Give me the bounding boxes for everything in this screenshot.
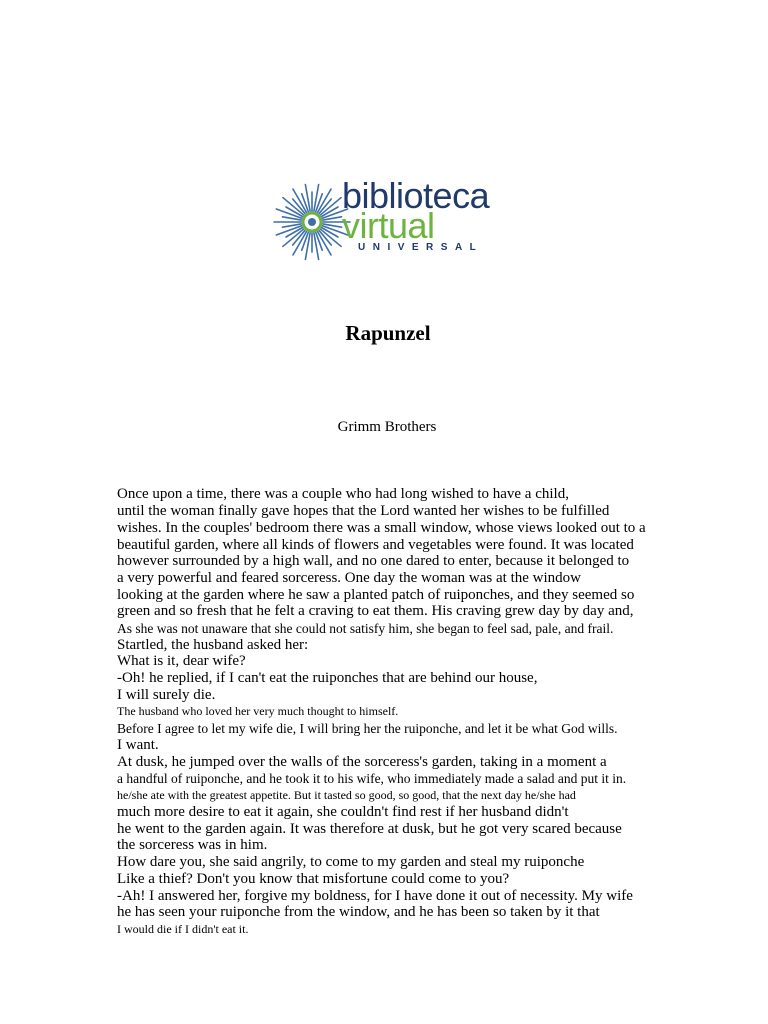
logo-word-universal: UNIVERSAL (358, 242, 484, 253)
story-line: -Ah! I answered her, forgive my boldness, for I have done it out of necessity. My wife (117, 888, 633, 904)
story-line: The husband who loved her very much thought to himself. (117, 704, 399, 718)
story-line: At dusk, he jumped over the walls of the sorceress's garden, taking in a moment a (117, 754, 607, 770)
starburst-icon (272, 176, 352, 268)
logo-word-biblioteca: biblioteca (342, 175, 490, 216)
story-line: I would die if I didn't eat it. (117, 922, 249, 936)
author-name: Grimm Brothers (337, 419, 437, 435)
story-line: -Oh! he replied, if I can't eat the ruiponches that are behind our house, (117, 670, 538, 686)
story-line: Before I agree to let my wife die, I will bring her the ruiponche, and let it be what God wills. (117, 721, 618, 736)
story-line: until the woman finally gave hopes that the Lord wanted her wishes to be fulfilled (117, 503, 610, 519)
page-title: Rapunzel (345, 321, 431, 345)
story-line: How dare you, she said angrily, to come to my garden and steal my ruiponche (117, 854, 585, 870)
story-line: he/she ate with the greatest appetite. But it tasted so good, so good, that the next day he/she had (117, 788, 576, 802)
story-line: As she was not unaware that she could not satisfy him, she began to feel sad, pale, and frail. (117, 621, 614, 636)
story-line: he has seen your ruiponche from the window, and he has been so taken by it that (117, 904, 600, 920)
story-line: Startled, the husband asked her: (117, 637, 309, 653)
story-line: much more desire to eat it again, she couldn't find rest if her husband didn't (117, 804, 569, 820)
story-line: green and so fresh that he felt a craving to eat them. His craving grew day by day and, (117, 603, 634, 619)
story-line: a very powerful and feared sorceress. One day the woman was at the window (117, 570, 581, 586)
story-line: the sorceress was in him. (117, 837, 268, 853)
story-line: wishes. In the couples' bedroom there was a small window, whose views looked out to a (117, 520, 646, 536)
story-line: I will surely die. (117, 687, 216, 703)
story-line: What is it, dear wife? (117, 653, 246, 669)
logo (272, 176, 512, 268)
story-line: a handful of ruiponche, and he took it to his wife, who immediately made a salad and put it in. (117, 771, 627, 786)
logo-word-virtual: virtual (342, 205, 435, 246)
story-line: I want. (117, 737, 159, 753)
story-line: he went to the garden again. It was therefore at dusk, but he got very scared because (117, 821, 622, 837)
story-line: looking at the garden where he saw a planted patch of ruiponches, and they seemed so (117, 587, 635, 603)
story-line: Like a thief? Don't you know that misfortune could come to you? (117, 871, 510, 887)
story-line: Once upon a time, there was a couple who had long wished to have a child, (117, 486, 569, 502)
story-line: beautiful garden, where all kinds of flowers and vegetables were found. It was located (117, 537, 634, 553)
story-line: however surrounded by a high wall, and no one dared to enter, because it belonged to (117, 553, 630, 569)
